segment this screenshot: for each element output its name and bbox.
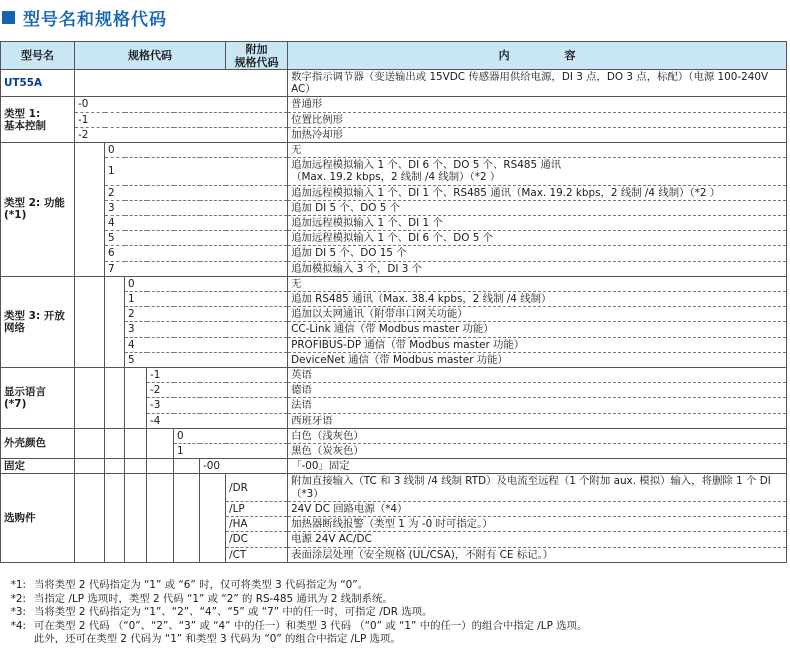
spec-row xyxy=(1,428,787,443)
spec-description: CC-Link 通信（带 Modbus master 功能） xyxy=(288,322,787,337)
spec-code: 1 xyxy=(174,444,288,459)
spec-code: 5 xyxy=(105,231,288,246)
spec-description: 英语 xyxy=(288,368,787,383)
footnote-key xyxy=(0,633,34,647)
indent-cell xyxy=(200,474,226,562)
spec-description: 表面涂层处理（安全规格 (UL/CSA)，不附有 CE 标记。） xyxy=(288,547,787,562)
footnote xyxy=(0,620,786,634)
spec-code: 1 xyxy=(125,292,288,307)
spec-row xyxy=(1,459,787,474)
section-title xyxy=(2,4,167,30)
spec-row xyxy=(1,143,787,158)
spec-code: -1 xyxy=(147,368,288,383)
spec-row xyxy=(1,200,787,215)
footnote-text: 当将类型 2 代码指定为 “1” 或 “6” 时，仅可将类型 3 代码指定为 “0”。 xyxy=(34,579,369,591)
model-row xyxy=(1,70,787,97)
spec-description: 附加直接输入（TC 和 3 线制 /4 线制 RTD）及电流至远程（1 个附加 aux. 模拟）输入，将删除 1 个 DI（*3） xyxy=(288,474,787,501)
spec-code: /DR xyxy=(226,474,288,501)
spec-code: 0 xyxy=(174,428,288,443)
model-blank xyxy=(75,70,288,97)
spec-table-body xyxy=(1,70,787,563)
header-model: 型号名 xyxy=(1,42,75,70)
spec-description: 追加远程模拟输入 1 个、DI 1 个 xyxy=(288,216,787,231)
spec-description: 24V DC 回路电源（*4） xyxy=(288,501,787,516)
spec-code: /CT xyxy=(226,547,288,562)
group-label: 类型 1: 基本控制 xyxy=(1,97,75,143)
spec-description: 追加 RS485 通讯（Max. 38.4 kpbs，2 线制 /4 线制） xyxy=(288,292,787,307)
footnote-key: *3: xyxy=(10,606,26,619)
indent-cell xyxy=(147,428,174,458)
spec-code: /HA xyxy=(226,517,288,532)
header-row xyxy=(1,42,787,70)
indent-cell xyxy=(105,276,125,367)
footnote-text: 可在类型 2 代码 （“0”、“2”、“3” 或 “4” 中的任一）和类型 3 代码 （“0” 或 “1” 中的任一）的组合中指定 /LP 选项。 xyxy=(34,619,588,632)
spec-code: 7 xyxy=(105,261,288,276)
header-addon: 附加 规格代码 xyxy=(226,42,288,70)
spec-description: 普通形 xyxy=(288,97,787,112)
indent-cell xyxy=(125,474,147,562)
indent-cell xyxy=(75,368,105,429)
indent-cell xyxy=(105,368,125,429)
group-label: 选购件 xyxy=(1,474,75,562)
spec-description: 加热器断线报警（类型 1 为 -0 时可指定。） xyxy=(288,517,787,532)
spec-code: 3 xyxy=(125,322,288,337)
spec-code: /DC xyxy=(226,532,288,547)
spec-code: 2 xyxy=(125,307,288,322)
group-label: 外壳颜色 xyxy=(1,428,75,458)
indent-cell xyxy=(75,428,105,458)
spec-description: 追加远程模拟输入 1 个、DI 6 个、DO 5 个、RS485 通讯 （Max. 19.2 kbps，2 线制 /4 线制）（*2 ） xyxy=(288,158,787,185)
spec-code: /LP xyxy=(226,501,288,516)
spec-code: -00 xyxy=(200,459,288,474)
indent-cell xyxy=(147,459,174,474)
spec-row xyxy=(1,474,787,501)
footnote-text: 当将类型 2 代码指定为 “1”、“2”、“4”、“5” 或 “7” 中的任一时，可指定 /DR 选项。 xyxy=(34,606,433,619)
spec-code: 1 xyxy=(105,158,288,185)
spec-code: -4 xyxy=(147,413,288,428)
indent-cell xyxy=(75,276,105,367)
group-label: 固定 xyxy=(1,459,75,474)
spec-description: 追加以太网通讯（附带串口网关功能） xyxy=(288,307,787,322)
spec-description: 德语 xyxy=(288,383,787,398)
spec-code: 4 xyxy=(125,337,288,352)
spec-description: 电源 24V AC/DC xyxy=(288,532,787,547)
footnote-text: 当指定 /LP 选项时，类型 2 代码 “1” 或 “2” 的 RS-485 通讯为 2 线制系统。 xyxy=(34,592,393,605)
header-content: 内 容 xyxy=(288,42,787,70)
spec-code: 0 xyxy=(105,143,288,158)
group-label: 类型 2: 功能 (*1) xyxy=(1,143,75,277)
spec-code: -2 xyxy=(75,127,288,142)
indent-cell xyxy=(75,459,105,474)
footnote xyxy=(0,593,786,607)
square-bullet-icon xyxy=(2,11,15,24)
spec-description: 追加远程模拟输入 1 个、DI 1 个、RS485 通讯（Max. 19.2 kbps，2 线制 /4 线制）（*2 ） xyxy=(288,185,787,200)
footnote-key: *4: xyxy=(10,619,26,632)
spec-code: -2 xyxy=(147,383,288,398)
footnotes xyxy=(0,579,786,647)
indent-cell xyxy=(147,474,174,562)
spec-description: DeviceNet 通信（带 Modbus master 功能） xyxy=(288,352,787,367)
spec-description: 位置比例形 xyxy=(288,112,787,127)
indent-cell xyxy=(125,459,147,474)
spec-description: 追加远程模拟输入 1 个、DI 6 个、DO 5 个 xyxy=(288,231,787,246)
footnote xyxy=(0,633,786,647)
spec-table xyxy=(0,41,787,563)
footnote xyxy=(0,579,786,593)
footnote-key: *1: xyxy=(10,579,26,591)
header-spec: 规格代码 xyxy=(75,42,226,70)
spec-row xyxy=(1,261,787,276)
indent-cell xyxy=(174,474,200,562)
spec-description: 追加模拟输入 3 个，DI 3 个 xyxy=(288,261,787,276)
spec-row xyxy=(1,276,787,291)
spec-row xyxy=(1,158,787,185)
group-label: 类型 3: 开放网络 xyxy=(1,276,75,367)
spec-code: 4 xyxy=(105,216,288,231)
spec-code: -1 xyxy=(75,112,288,127)
model-desc: 数字指示调节器（变送输出或 15VDC 传感器用供给电源，DI 3 点，DO 3 点，标配）（电源 100-240V AC） xyxy=(288,70,787,97)
indent-cell xyxy=(105,428,125,458)
spec-code: 2 xyxy=(105,185,288,200)
footnote-key: *2: xyxy=(10,592,26,605)
spec-code: -3 xyxy=(147,398,288,413)
footnote xyxy=(0,606,786,620)
group-label: 显示语言 (*7) xyxy=(1,368,75,429)
spec-code: 6 xyxy=(105,246,288,261)
indent-cell xyxy=(105,474,125,562)
spec-code: 0 xyxy=(125,276,288,291)
spec-row xyxy=(1,246,787,261)
spec-row xyxy=(1,127,787,142)
indent-cell xyxy=(125,428,147,458)
spec-description: PROFIBUS-DP 通信（带 Modbus master 功能） xyxy=(288,337,787,352)
spec-description: 西班牙语 xyxy=(288,413,787,428)
section-title-text: 型号名和规格代码 xyxy=(23,9,167,30)
spec-row xyxy=(1,185,787,200)
spec-row xyxy=(1,97,787,112)
spec-code: 5 xyxy=(125,352,288,367)
spec-description: 无 xyxy=(288,143,787,158)
spec-description: 无 xyxy=(288,276,787,291)
spec-row xyxy=(1,216,787,231)
footnote-text: 此外，还可在类型 2 代码为 “1” 和类型 3 代码为 “0” 的组合中指定 /LP 选项。 xyxy=(34,633,401,646)
spec-description: 白色（浅灰色） xyxy=(288,428,787,443)
spec-description: 追加 DI 5 个、DO 15 个 xyxy=(288,246,787,261)
spec-description: 法语 xyxy=(288,398,787,413)
spec-description: 「-00」固定 xyxy=(288,459,787,474)
spec-description: 加热冷却形 xyxy=(288,127,787,142)
spec-row xyxy=(1,231,787,246)
indent-cell xyxy=(174,459,200,474)
spec-row xyxy=(1,368,787,383)
spec-description: 追加 DI 5 个、DO 5 个 xyxy=(288,200,787,215)
spec-code: 3 xyxy=(105,200,288,215)
indent-cell xyxy=(125,368,147,429)
spec-description: 黑色（炭灰色） xyxy=(288,444,787,459)
spec-code: -0 xyxy=(75,97,288,112)
indent-cell xyxy=(105,459,125,474)
model-name: UT55A xyxy=(1,70,75,97)
spec-row xyxy=(1,112,787,127)
indent-cell xyxy=(75,143,105,277)
indent-cell xyxy=(75,474,105,562)
